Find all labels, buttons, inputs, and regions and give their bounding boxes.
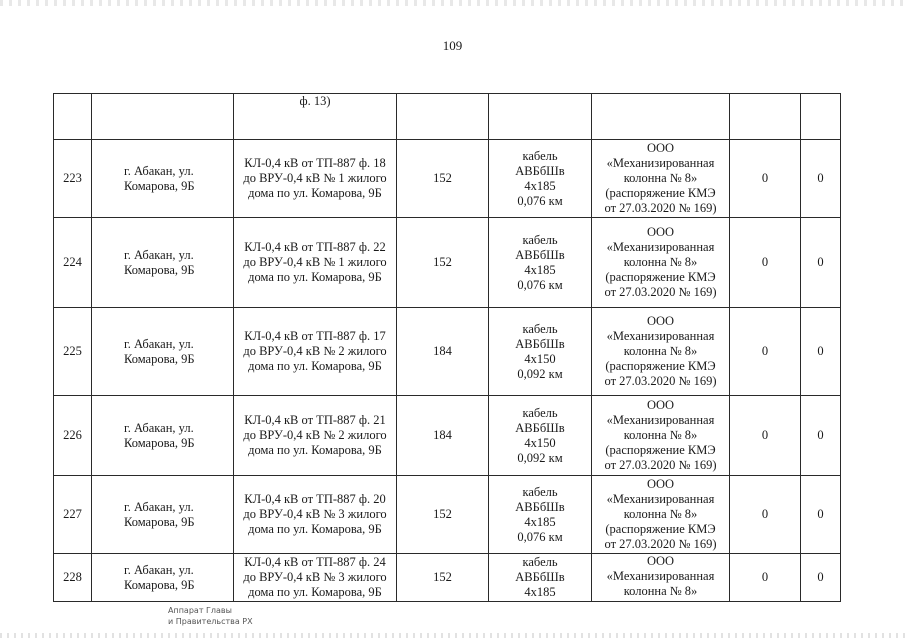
cell-address: г. Абакан, ул. Комарова, 9Б	[92, 554, 234, 602]
cell-cable: кабель АВБбШв 4х185	[489, 554, 592, 602]
cell-description	[234, 94, 397, 140]
cell-num: 224	[54, 218, 92, 308]
cell-num: 223	[54, 140, 92, 218]
cell-length: 152	[397, 476, 489, 554]
cell-address: г. Абакан, ул. Комарова, 9Б	[92, 476, 234, 554]
cell-owner: ООО «Механизированная колонна № 8» (распоряжение КМЭ от 27.03.2020 № 169)	[592, 308, 730, 396]
cell-description: КЛ-0,4 кВ от ТП-887 ф. 24 до ВРУ-0,4 кВ № 3 жилого дома по ул. Комарова, 9Б	[234, 554, 397, 602]
cell-num: 226	[54, 396, 92, 476]
cell-length: 152	[397, 218, 489, 308]
table-row	[54, 218, 841, 308]
cell-length: 152	[397, 140, 489, 218]
cell-description: КЛ-0,4 кВ от ТП-887 ф. 17 до ВРУ-0,4 кВ № 2 жилого дома по ул. Комарова, 9Б	[234, 308, 397, 396]
cell-num: 225	[54, 308, 92, 396]
scan-edge-top	[0, 0, 905, 6]
cell-cable: кабель АВБбШв 4х185 0,076 км	[489, 218, 592, 308]
cell-num: 228	[54, 554, 92, 602]
scan-edge-bottom	[0, 633, 905, 638]
cell-value-2: 0	[801, 396, 841, 476]
cell-value-2: 0	[801, 140, 841, 218]
cell-value-1: 0	[730, 308, 801, 396]
cell-value-2: 0	[801, 308, 841, 396]
cell-cable	[489, 94, 592, 140]
cell-cable: кабель АВБбШв 4х150 0,092 км	[489, 308, 592, 396]
cell-owner: ООО «Механизированная колонна № 8» (распоряжение КМЭ от 27.03.2020 № 169)	[592, 476, 730, 554]
cell-value-1	[730, 94, 801, 140]
cell-owner	[592, 94, 730, 140]
cell-owner: ООО «Механизированная колонна № 8» (распоряжение КМЭ от 27.03.2020 № 169)	[592, 140, 730, 218]
cell-address: г. Абакан, ул. Комарова, 9Б	[92, 218, 234, 308]
cell-value-2	[801, 94, 841, 140]
page-number: 109	[442, 38, 463, 53]
table-row	[54, 140, 841, 218]
cell-length: 184	[397, 396, 489, 476]
cell-value-1: 0	[730, 140, 801, 218]
cell-description: КЛ-0,4 кВ от ТП-887 ф. 20 до ВРУ-0,4 кВ № 3 жилого дома по ул. Комарова, 9Б	[234, 476, 397, 554]
cell-length: 152	[397, 554, 489, 602]
cell-address: г. Абакан, ул. Комарова, 9Б	[92, 140, 234, 218]
cell-cable: кабель АВБбШв 4х185 0,076 км	[489, 476, 592, 554]
cell-num	[54, 94, 92, 140]
cell-description: КЛ-0,4 кВ от ТП-887 ф. 22 до ВРУ-0,4 кВ № 1 жилого дома по ул. Комарова, 9Б	[234, 218, 397, 308]
cell-value-1: 0	[730, 476, 801, 554]
table-row-continuation	[54, 94, 841, 140]
cell-owner: ООО «Механизированная колонна № 8» (распоряжение КМЭ от 27.03.2020 № 169)	[592, 396, 730, 476]
cell-length	[397, 94, 489, 140]
cell-owner: ООО «Механизированная колонна № 8»	[592, 554, 730, 602]
cell-cable: кабель АВБбШв 4х185 0,076 км	[489, 140, 592, 218]
office-stamp: Аппарат Главы и Правительства РХ	[168, 606, 253, 626]
cell-value-2: 0	[801, 218, 841, 308]
cell-description: КЛ-0,4 кВ от ТП-887 ф. 21 до ВРУ-0,4 кВ № 2 жилого дома по ул. Комарова, 9Б	[234, 396, 397, 476]
description-text: ф. 13)	[299, 94, 331, 108]
table-row	[54, 396, 841, 476]
registry-table	[53, 93, 841, 602]
cell-value-1: 0	[730, 218, 801, 308]
cell-description: КЛ-0,4 кВ от ТП-887 ф. 18 до ВРУ-0,4 кВ № 1 жилого дома по ул. Комарова, 9Б	[234, 140, 397, 218]
cell-value-2: 0	[801, 554, 841, 602]
cell-length: 184	[397, 308, 489, 396]
table-row	[54, 476, 841, 554]
cell-num: 227	[54, 476, 92, 554]
cell-value-2: 0	[801, 476, 841, 554]
cell-address: г. Абакан, ул. Комарова, 9Б	[92, 308, 234, 396]
cell-cable: кабель АВБбШв 4х150 0,092 км	[489, 396, 592, 476]
cell-address	[92, 94, 234, 140]
cell-address: г. Абакан, ул. Комарова, 9Б	[92, 396, 234, 476]
cell-value-1: 0	[730, 396, 801, 476]
cell-owner: ООО «Механизированная колонна № 8» (распоряжение КМЭ от 27.03.2020 № 169)	[592, 218, 730, 308]
table-row	[54, 308, 841, 396]
cell-value-1: 0	[730, 554, 801, 602]
table-row	[54, 554, 841, 602]
